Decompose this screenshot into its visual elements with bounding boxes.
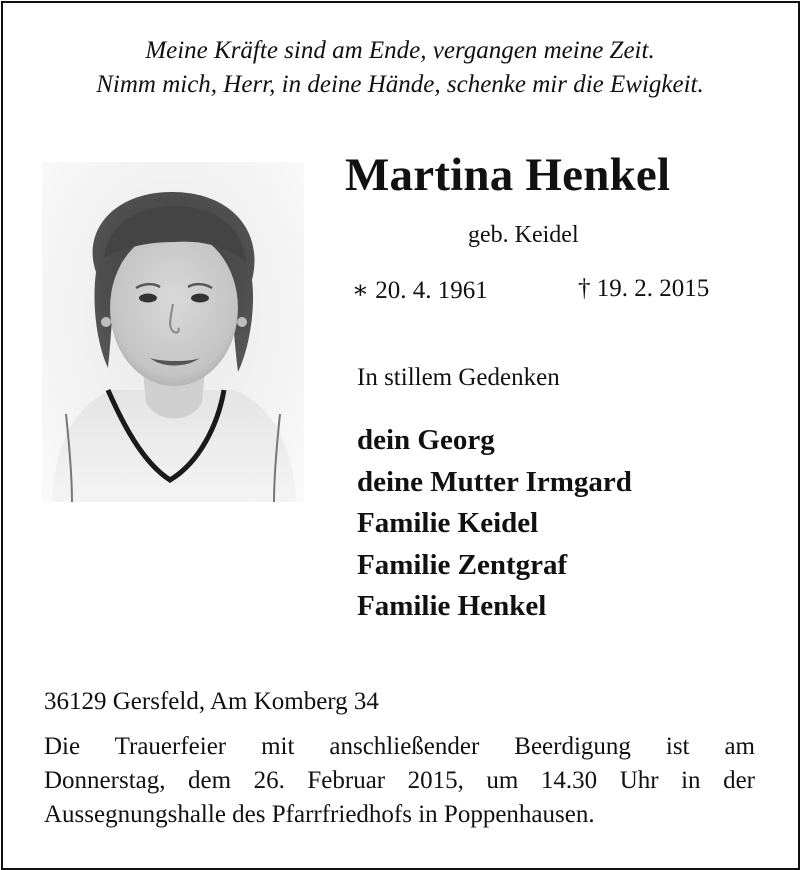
verse-line-1: Meine Kräfte sind am Ende, vergangen meine Zeit.	[145, 37, 655, 64]
mourner-item: Familie Keidel	[357, 507, 539, 539]
mourner-item: Familie Zentgraf	[357, 548, 568, 581]
notice-line-2: Donnerstag, dem 26. Februar 2015, um 14.30 Uhr in der	[44, 767, 755, 794]
mourner-item: deine Mutter Irmgard	[357, 465, 632, 498]
verse-line-2: Nimm mich, Herr, in deine Hände, schenke mir die Ewigkeit.	[96, 71, 704, 98]
death-date: † 19. 2. 2015	[578, 275, 710, 302]
portrait-photo	[42, 162, 304, 502]
birth-name: geb. Keidel	[468, 222, 579, 248]
mourner-item: Familie Henkel	[357, 590, 547, 622]
mourners-list	[357, 420, 632, 628]
birth-date: ∗ 20. 4. 1961	[352, 277, 488, 304]
notice-line-1: Die Trauerfeier mit anschließender Beerdigung ist am	[44, 733, 755, 760]
memorial-verse	[0, 34, 800, 102]
deceased-name: Martina Henkel	[345, 149, 671, 201]
funeral-notice	[44, 730, 755, 832]
family-address: 36129 Gersfeld, Am Komberg 34	[44, 688, 379, 715]
mourner-item: dein Georg	[357, 424, 495, 456]
memory-line: In stillem Gedenken	[357, 364, 560, 391]
notice-line-3: Aussegnungshalle des Pfarrfriedhofs in Poppenhausen.	[44, 801, 595, 828]
portrait-illustration	[42, 162, 304, 502]
